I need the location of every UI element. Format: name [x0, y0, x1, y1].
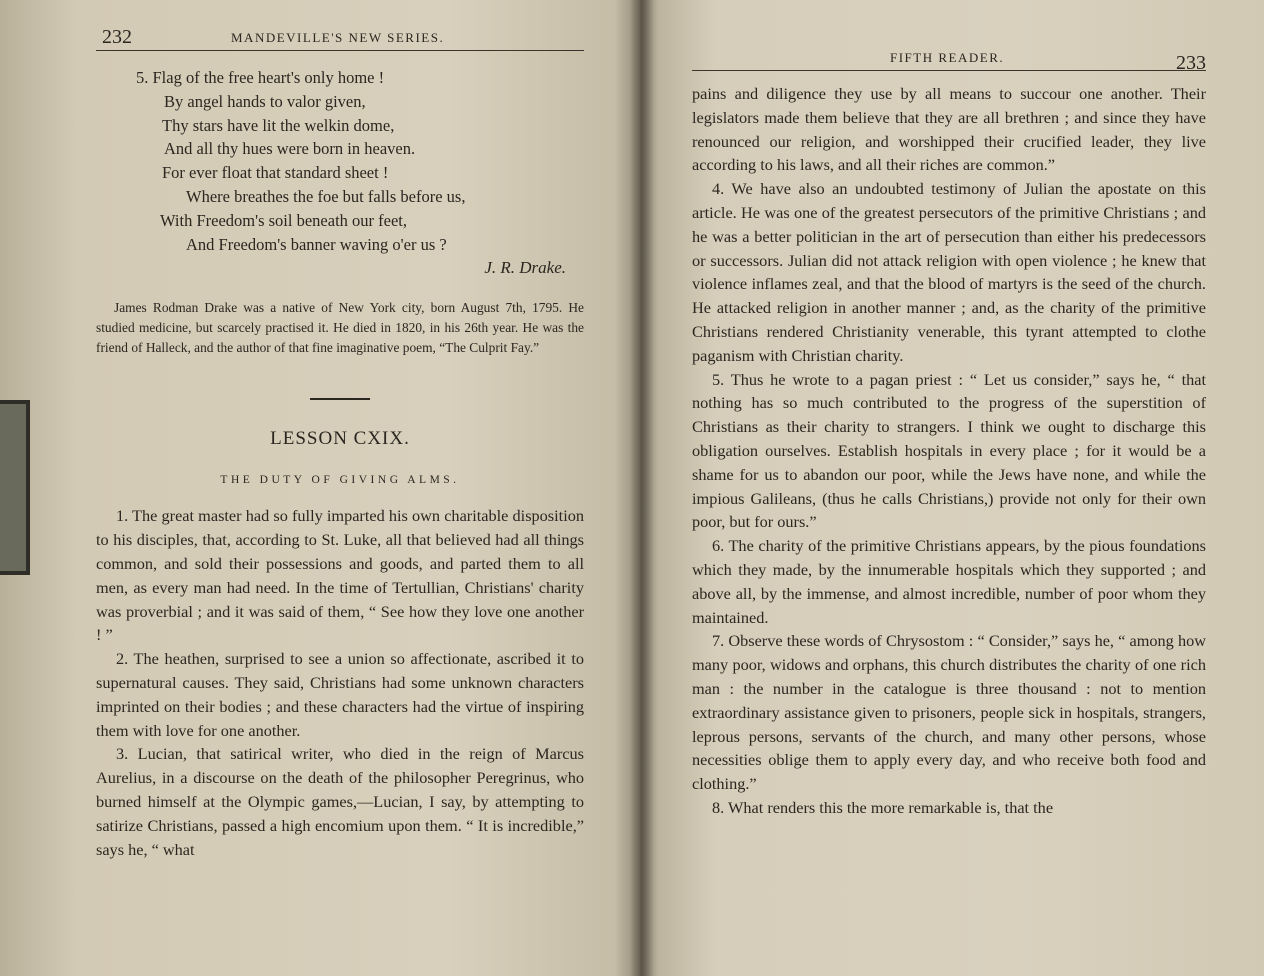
- left-header-rule: [96, 50, 584, 51]
- paragraph: 8. What renders this the more remarkable is, that the: [712, 797, 1054, 817]
- section-divider: [310, 398, 370, 400]
- book-gutter: [630, 0, 654, 976]
- bookmark-clip: [0, 400, 30, 575]
- lesson-title: LESSON CXIX.: [270, 428, 410, 450]
- poem-line: With Freedom's soil beneath our feet,: [160, 210, 407, 230]
- poem-line: Thy stars have lit the welkin dome,: [162, 115, 395, 135]
- poem-line: By angel hands to valor given,: [164, 91, 366, 111]
- paragraph: 7. Observe these words of Chrysostom : “ Consider,” says he, “ among how many poor, widows and orphans, this church distributes the charity of one rich man : the number in the catalogue is three thousand : not to mention extraordinary assistance given to prisoners, people sick in hospitals, strangers, leprous persons, servants of the church, and many other persons, whose necessities oblige them to apply every day, and who receive both food and clothing.”: [692, 631, 1206, 794]
- right-running-head: [692, 0, 1206, 74]
- poem-stanza: [96, 66, 584, 256]
- left-page-number: 232: [102, 26, 132, 48]
- paragraph: 6. The charity of the primitive Christians appears, by the pious foundations which they made, by the innumerable hospitals which they supported ; and above all, by the immense, and almost incredible, number of poor whom they maintained.: [692, 536, 1206, 627]
- right-running-title: FIFTH READER.: [890, 50, 1005, 65]
- paragraph: pains and diligence they use by all means to succour one another. Their legislators made them believe that they are all brethren ; and since they have renounced our religion, and worshipped their crucified leader, they live according to his laws, and all their riches are common.”: [692, 84, 1206, 175]
- left-running-head: [96, 0, 584, 46]
- paragraph: 5. Thus he wrote to a pagan priest : “ Let us consider,” says he, “ that nothing has so much contributed to the progress of the superstition of Christians as their charity to strangers. I think we ought to discharge this obligation ourselves. Establish hospitals in every place ; for it would be a shame for us to abandon our poor, while the Jews have none, and while the impious Galileans, (thus he calls Christians,) provide not only for their own poor, but for ours.”: [692, 369, 1206, 532]
- right-page-number: 233: [1176, 52, 1206, 74]
- poem-line: And Freedom's banner waving o'er us ?: [186, 234, 447, 254]
- author-bio-note: James Rodman Drake was a native of New York city, born August 7th, 1795. He studied medicine, but scarcely practised it. He died in 1820, in his 26th year. He was the friend of Halleck, and the author of that fine imaginative poem, “The Culprit Fay.”: [96, 300, 584, 356]
- left-running-title: MANDEVILLE'S NEW SERIES.: [231, 30, 445, 45]
- right-body-text: [692, 82, 1206, 820]
- paragraph: 4. We have also an undoubted testimony of Julian the apostate on this article. He was one of the greatest persecutors of the primitive Christians ; and he was a better politician in the art of persecution than either his predecessors or successors. Julian did not attack religion with open violence ; he knew that violence inflames zeal, and that the blood of martyrs is the seed of the church. He attacked religion in another manner ; and, as the charity of the primitive Christians rendered Christianity venerable, this tyrant attempted to clothe paganism with Christian charity.: [692, 179, 1206, 365]
- paragraph: 3. Lucian, that satirical writer, who died in the reign of Marcus Aurelius, in a discourse on the death of the philosopher Peregrinus, who burned himself at the Olympic games,—Lucian, I say, by attempting to satirize Christians, passed a high encomium upon them. “ It is incredible,” says he, “ what: [96, 744, 584, 859]
- paragraph: 2. The heathen, surprised to see a union so affectionate, ascribed it to supernatural causes. They said, Christians had some unknown characters imprinted on their bodies ; and these characters had the virtue of inspiring them with love for one another.: [96, 649, 584, 740]
- poem-line: 5. Flag of the free heart's only home !: [136, 68, 385, 87]
- right-header-rule: [692, 70, 1206, 71]
- paragraph: 1. The great master had so fully imparted his own charitable disposition to his disciples, that, according to St. Luke, all that believed had all things common, and sold their possessions and goods, and parted them to all men, as every man had need. In the time of Tertullian, Christians' charity was proverbial ; and it was said of them, “ See how they love one another ! ”: [96, 506, 584, 645]
- poem-line: And all thy hues were born in heaven.: [164, 139, 416, 159]
- lesson-subtitle: THE DUTY OF GIVING ALMS.: [220, 474, 460, 487]
- left-body-text: [96, 504, 584, 861]
- poem-line: For ever float that standard sheet !: [162, 163, 389, 183]
- right-page: [640, 0, 1264, 976]
- poem-line: Where breathes the foe but falls before us,: [186, 186, 466, 206]
- poem-attribution: J. R. Drake.: [484, 258, 566, 278]
